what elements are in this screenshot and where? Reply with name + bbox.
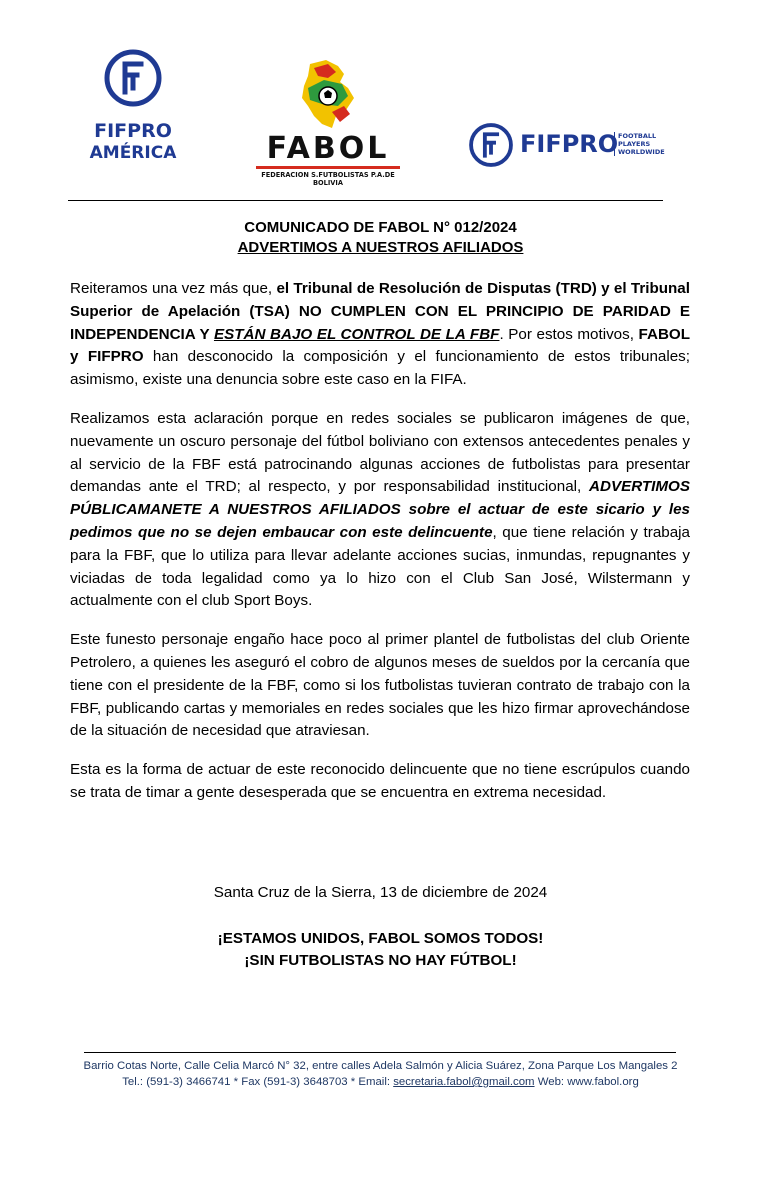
header-divider — [68, 200, 663, 201]
p1-bold-italic-1: ESTÁN BAJO EL CONTROL DE LA FBF — [213, 325, 500, 343]
paragraph-2 — [70, 408, 690, 613]
fabol-logo — [248, 58, 408, 187]
document-date: Santa Cruz de la Sierra, 13 de diciembre de 2024 — [213, 884, 548, 901]
slogan-block — [0, 928, 761, 972]
document-title-block — [0, 218, 761, 258]
fifpro-tagline-2: PLAYERS — [618, 140, 651, 148]
fifpro-america-logo — [88, 48, 178, 178]
fifpro-emblem-icon — [468, 122, 514, 168]
document-subtitle: ADVERTIMOS A NUESTROS AFILIADOS — [237, 239, 524, 256]
p1-text-2: . Por estos motivos, — [499, 325, 639, 343]
p2-text-2: , que tiene relación y trabaja para la FBF, que lo utiliza para llevar adelante acciones sucias, inmundas, repugnantes y viciadas de toda legalidad como ya lo hizo con el Club San José, Wilstermann y actualmente con el club Sport Boys. — [70, 523, 690, 610]
fifpro-tagline-1: FOOTBALL — [618, 132, 657, 140]
footer-email-link[interactable]: secretaria.fabol@gmail.com — [393, 1076, 535, 1088]
p1-text-1: Reiteramos una vez más que, — [70, 280, 277, 297]
paragraph-3: Este funesto personaje engaño hace poco al primer plantel de futbolistas del club Oriente Petrolero, a quienes les aseguró el cobro de algunos meses de sueldos por la cercanía que tiene con el presidente de la FBF, como si los futbolistas tuvieran contrato de trabajo con la FBF, publicando cartas y memoriales en redes sociales que les hizo firmar aprovechándose de la situación de necesidad que atraviesan. — [70, 631, 690, 740]
footer — [0, 1058, 761, 1090]
fifpro-tagline — [614, 132, 665, 156]
footer-contact-prefix: Tel.: (591-3) 3466741 * Fax (591-3) 3648703 * Email: — [122, 1076, 394, 1088]
p1-bold-1: el Tribunal de Resolución de Disputas (TRD) y el Tribunal Superior de Apelación (TSA) NO CUMPLEN CON EL PRINCIPIO DE PARIDAD E INDEPENDENCIA Y — [70, 280, 690, 343]
fifpro-logo — [466, 120, 666, 180]
paragraph-4: Esta es la forma de actuar de este reconocido delincuente que no tiene escrúpulos cuando se trata de timar a gente desesperada que se encuentra en extrema necesidad. — [70, 761, 690, 801]
document-body — [70, 278, 690, 821]
bolivia-map-ball-icon — [248, 58, 408, 132]
p2-bold-italic-1: ADVERTIMOS PÚBLICAMANETE A NUESTROS AFILIADOS sobre el actuar de este sicario y les pedimos que no se dejen embaucar con este delincuente — [70, 478, 690, 541]
fifpro-america-line1: FIFPRO — [94, 120, 172, 142]
fifpro-tagline-3: WORLDWIDE — [618, 148, 665, 156]
fifpro-emblem-icon — [103, 48, 163, 108]
footer-web: Web: www.fabol.org — [534, 1076, 639, 1088]
p2-text-1: Realizamos esta aclaración porque en redes sociales se publicaron imágenes de que, nuevamente un oscuro personaje del fútbol boliviano con extensos antecedentes penales y al servicio de la FBF está patrocinando algunas acciones de futbolistas para presentar demandas ante el TRD; al respecto, y por responsabilidad institucional, — [70, 409, 690, 496]
footer-address: Barrio Cotas Norte, Calle Celia Marcó N° 32, entre calles Adela Salmón y Alicia Suárez, Zona Parque Los Mangales 2 — [83, 1060, 678, 1072]
fifpro-wordmark: FIFPRO — [520, 130, 619, 158]
fifpro-america-line2: AMÉRICA — [89, 143, 177, 163]
slogan-2: ¡SIN FUTBOLISTAS NO HAY FÚTBOL! — [244, 952, 517, 969]
paragraph-1 — [70, 278, 690, 392]
p1-text-3: han desconocido la composición y el funcionamiento de estos tribunales; asimismo, existe una denuncia sobre este caso en la FIFA. — [70, 348, 690, 389]
fabol-wordmark: FABOL — [266, 131, 390, 166]
document-title: COMUNICADO DE FABOL N° 012/2024 — [244, 219, 517, 236]
p1-bold-2: FABOL y FIFPRO — [70, 325, 691, 366]
fabol-caption: FEDERACION S.FUTBOLISTAS P.A.DE BOLIVIA — [261, 171, 395, 187]
slogan-1: ¡ESTAMOS UNIDOS, FABOL SOMOS TODOS! — [217, 930, 544, 947]
footer-contact — [0, 1074, 761, 1090]
footer-divider — [84, 1052, 676, 1053]
